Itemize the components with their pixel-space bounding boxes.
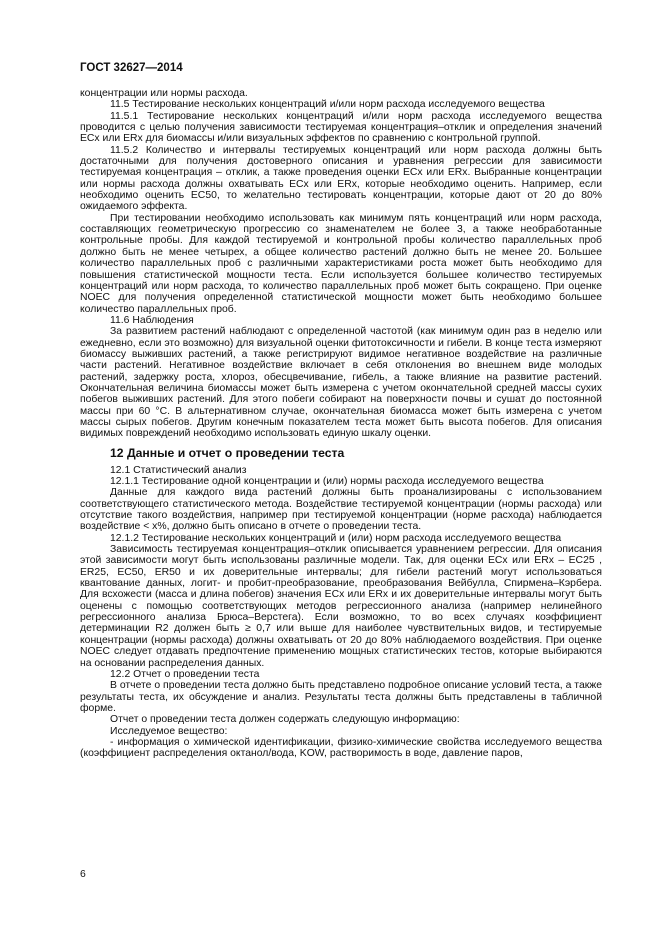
paragraph: Данные для каждого вида растений должны быть проанализированы с использованием соответствующего статистического метода. Воздействие тестируемой концентрации (нормы расхода) или отсутствие такого воздействия, например при тестируемой концентрации (норме расхода) наблюдается воздействие < x%, должно быть описано в отчете о проведении теста. bbox=[80, 487, 602, 533]
document-code: ГОСТ 32627—2014 bbox=[80, 62, 183, 74]
section-heading-12-1-2: 12.1.2 Тестирование нескольких концентраций и (или) норм расхода исследуемого вещества bbox=[110, 532, 562, 544]
paragraph: При тестировании необходимо использовать как минимум пять концентраций или норм расхода, составляющих геометрическую прогрессию со знаменателем не более 3, а также необработанные контрольные пробы. Для каждой тестируемой и контрольной пробы количество параллельных проб должно быть не менее четырех, а общее количество растений должно быть не менее 20. Большее количество параллельных проб с различными характеристиками роста может быть необходимо для повышения статистической мощности теста. Если используется большее количество тестируемых концентраций или норм расхода, то количество параллельных проб может быть сокращено. При оценке NOEC для получения определенной статистической мощности может быть необходимо большее количество параллельных проб. bbox=[80, 212, 602, 315]
paragraph: 11.5.2 Количество и интервалы тестируемых концентраций или норм расхода должны быть достаточными для получения достоверного описания и уравнения регрессии для зависимости тестируемая концентрация – отклик, а также проведения оценки ECx или ERx. Выбранные концентрации или нормы расхода должны охватывать ECx или ERx, которые необходимо оценить. Например, если необходимо оценить EC50, то желательно тестировать концентрации, которые дают от 20 до 80% ожидаемого эффекта. bbox=[80, 144, 602, 213]
section-heading-11-5: 11.5 Тестирование нескольких концентраций и/или норм расхода исследуемого вещества bbox=[110, 99, 545, 111]
paragraph: 11.5.1 Тестирование нескольких концентраций и/или норм расхода исследуемого вещества проводится с целью получения зависимости тестируемая концентрация–отклик и определения значений ECx или ERx для биомассы и/или визуальных эффектов по сравнению с контрольной группой. bbox=[80, 110, 602, 145]
paragraph: Отчет о проведении теста должен содержать следующую информацию: bbox=[110, 714, 460, 726]
section-heading-12-2: 12.2 Отчет о проведении теста bbox=[110, 668, 260, 680]
section-heading-11-6: 11.6 Наблюдения bbox=[110, 314, 194, 326]
paragraph: За развитием растений наблюдают с определенной частотой (как минимум один раз в неделю или ежедневно, если это возможно) для визуальной оценки фитотоксичности и гибели. В конце теста измеряют биомассу выживших растений, а также регистрируют видимое негативное воздействие на различные части растений. Негативное воздействие включает в себя отклонения во внешнем виде молодых растений, задержку роста, хлороз, обесцвечивание, гибель, а также влияние на развитие растений. Окончательная величина биомассы может быть измерена с учетом окончательной средней массы сухих побегов выживших растений. Для этого побеги собирают на поверхности почвы и сушат до постоянной массы при 60 °С. В альтернативном случае, окончательная биомасса может быть измерена с учетом массы сырых побегов. Другим конечным показателем теста может быть высота побегов. Для описания видимых повреждений необходимо использовать единую шкалу оценки. bbox=[80, 326, 602, 440]
paragraph: Зависимость тестируемая концентрация–отклик описывается уравнением регрессии. Для описания этой зависимости могут быть использованы различные модели. Так, для оценки ECx или ERx – EC25 , ER25, EC50, ER50 и их доверительные интервалы; для гибели растений могут использоваться квантование данных, логит- и пробит-преобразование, преобразования Вейбулла, Спирмена–Кэрбера. Для всхожести (масса и длина побегов) значения ECx или ERx и их доверительные интервалы могут быть оценены с помощью соответствующих методов регрессионного анализа (например нелинейного регрессионного анализа Брюса–Верстега). Если возможно, то во всех случаях коэффициент детерминации R2 должен быть ≥ 0,7 или выше для наиболее чувствительных видов, и тестируемые концентрации (нормы расхода) должны охватывать от 20 до 80% наблюдаемого воздействия. При оценке NOEC следует отдавать предпочтение применению мощных статистических тестов, которые выбираются на основании распределения данных. bbox=[80, 544, 602, 669]
section-heading-12-1: 12.1 Статистический анализ bbox=[110, 464, 247, 476]
paragraph: В отчете о проведении теста должно быть представлено подробное описание условий теста, а также результаты теста, их обсуждение и анализ. Результаты теста должны быть представлены в табличной форме. bbox=[80, 680, 602, 714]
paragraph: Исследуемое вещество: bbox=[110, 725, 228, 737]
paragraph: концентрации или нормы расхода. bbox=[80, 88, 248, 99]
list-item: - информация о химической идентификации, физико-химические свойства исследуемого вещества (коэффициент распределения октанол/вода, KOW, растворимость в воде, давление паров, bbox=[80, 736, 602, 760]
document-body bbox=[80, 88, 602, 760]
page-number: 6 bbox=[80, 869, 86, 880]
section-heading-12: 12 Данные и отчет о проведении теста bbox=[110, 445, 345, 460]
section-heading-12-1-1: 12.1.1 Тестирование одной концентрации и (или) нормы расхода исследуемого вещества bbox=[110, 476, 544, 487]
